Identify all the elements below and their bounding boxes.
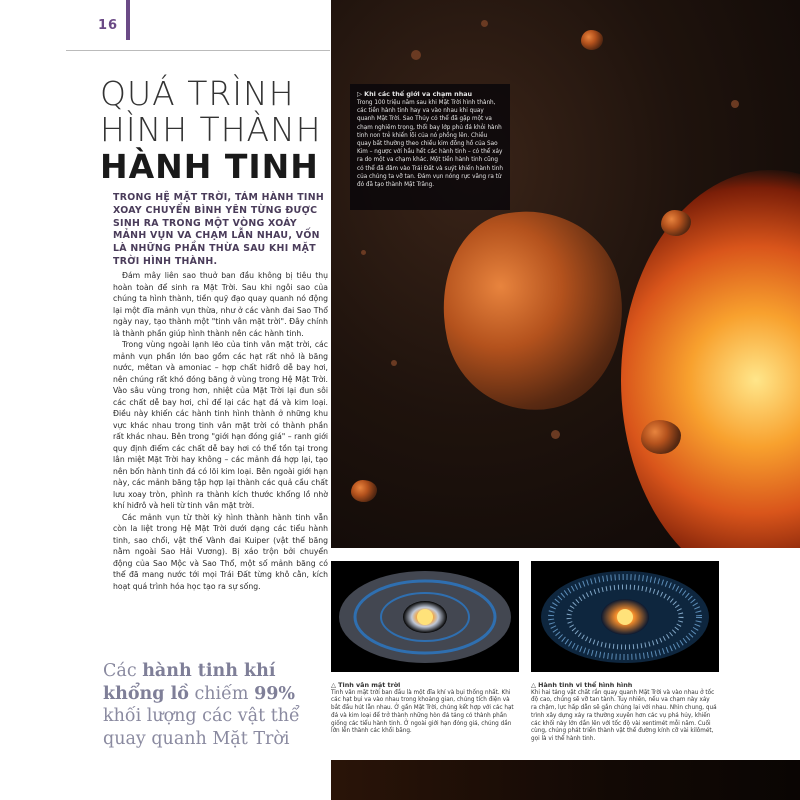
caption-text: Tinh vân mặt trời ban đầu là một đĩa khí và bụi thống nhất. Khi các hạt bụi va vào nhau trong khoảng gian, chúng tích điện và bắt đầu hút lẫn nhau. Ở gần Mặt Trời, chúng kết hợp với các hạt đá và kim loại để trở thành những hòn đá tảng có thành phần giống các tiểu hành tinh. Ở ngoài giới hạn đóng giá, chúng dần lớn lên thành các khối băng. — [331, 689, 514, 735]
hero-caption-title: ▷ Khi các thế giới va chạm nhau — [357, 90, 473, 98]
dust-particle — [551, 430, 560, 439]
solar-nebula-caption — [331, 681, 517, 736]
large-asteroid — [424, 193, 642, 426]
page-title — [100, 76, 330, 186]
planetesimals-graphic — [531, 561, 719, 672]
quote-text: chiếm — [188, 683, 255, 704]
glowing-protoplanet — [621, 170, 800, 548]
dust-particle — [391, 360, 397, 366]
title-line-2: HÌNH THÀNH — [100, 110, 322, 149]
quote-text: khối lượng các vật thể quay quanh Mặt Trời — [103, 706, 300, 749]
planetesimals-illustration — [531, 561, 719, 672]
solar-nebula-illustration — [331, 561, 519, 672]
quote-highlight: hành tinh khí khổng lồ — [103, 661, 276, 704]
body-paragraph: Đám mây liên sao thuở ban đầu không bị tiêu thụ hoàn toàn để sinh ra Mặt Trời. Sau khi ngôi sao của chúng ta hình thành, tiền quỹ đạo quay quanh nó động lại một đĩa mảnh vụn thừa, như ở các vành đai Sao Thổ ngày nay, tạo thành một "tinh vân mặt trời". Đây chính là thành phần giúp hình thành nên các hành tinh. — [113, 271, 328, 338]
dust-particle — [361, 250, 366, 255]
intro-paragraph: TRONG HỆ MẶT TRỜI, TÁM HÀNH TINH XOAY CHUYỂN BÌNH YÊN TỪNG ĐƯỢC SINH RA TRONG MỘT VÒNG XOÁY MẢNH VỤN VA CHẠM LẪN NHAU, VỐN LÀ NHỮNG PHẦN THỪA SAU KHI MẶT TRỜI HÌNH THÀNH. — [113, 192, 325, 267]
hero-caption-text: Trong 100 triệu năm sau khi Mặt Trời hình thành, các tiền hành tinh hay va vào nhau khi quay quanh Mặt Trời. Sao Thủy có thể đã gặp một va chạm nghiêm trọng, thổi bay lớp phủ đá khỏi hành tinh non trẻ khiến lõi của nó phồng lên. Chiều quay bất thường theo chiều kim đồng hồ của Sao Kim – ngược với hầu hết các hành tinh – có thể xảy ra do một va chạm khác. Một tiền hành tinh cũng có thể đã đâm vào Trái Đất và suýt khiến hành tinh của chúng ta vỡ tan. Đám vụn nóng rực văng ra từ đó đã tạo thành Mặt Trăng. — [357, 100, 503, 189]
hero-illustration-colliding-asteroids — [331, 0, 800, 548]
page-number: 16 — [98, 18, 119, 33]
body-paragraph: Trong vùng ngoài lạnh lẽo của tinh vân mặt trời, các mảnh vụn phần lớn bao gồm các hạt rất nhỏ là băng nước, mêtan và amoniac – hợp chất hiđrô dễ bay hơi, nên chúng rất khó đóng băng ở vùng trong Hệ Mặt Trời. Vào sâu vùng trong hơn, nhiệt của Mặt Trời lại đun sôi các chất dễ bay hơi, chỉ để lại các hạt đá và kim loại. Điều này khiến các hành tinh hình thành ở những khu vực khác nhau trong tinh vân mặt trời có thành phần rất khác nhau. Bên trong "giới hạn đóng giá" – ranh giới quy định điểm các chất dễ bay hơi có thể tồn tại trong lân miệt Mặt Trời hay không – các mảnh đá hợp lại, tạo nên bốn hành tinh đá có lõi kim loại. Bên ngoài giới hạn này, các mảnh băng tập hợp lại thành các quả cầu chất lưu xoay tròn, phình ra thành kích thước khổng lồ nhờ khí hiđrô và heli từ tinh vân mặt trời. — [113, 340, 328, 510]
caption-title: △ Tinh vân mặt trời — [331, 681, 401, 689]
solar-nebula-graphic — [331, 561, 519, 672]
bottom-space-illustration — [331, 760, 800, 800]
body-text — [113, 270, 328, 592]
title-line-1: QUÁ TRÌNH — [100, 74, 295, 113]
dust-particle — [411, 50, 421, 60]
quote-highlight: 99% — [254, 683, 296, 704]
small-asteroid — [581, 30, 603, 50]
caption-title: △ Hành tinh vi thể hình hình — [531, 681, 633, 689]
dust-particle — [481, 20, 488, 27]
title-line-3: HÀNH TINH — [100, 147, 319, 186]
pull-quote — [103, 660, 323, 750]
quote-text: Các — [103, 661, 143, 681]
body-paragraph: Các mảnh vụn từ thời kỳ hình thành hành tinh vẫn còn la liệt trong Hệ Mặt Trời dưới dạng các tiểu hành tinh, sao chổi, vật thể Vành đai Kuiper (vật thể băng nằm ngoài Sao Hải Vương). Bị xáo trộn bởi chuyển động của Sao Mộc và Sao Thổ, một số mảnh băng có thể đã mang nước tới mọi Trái Đất từng khô cằn, kích hoạt quá trình hóa học tạo ra sự sống. — [113, 512, 328, 591]
page-tab-marker — [126, 0, 130, 40]
planetesimals-caption — [531, 681, 717, 744]
header-divider — [66, 50, 330, 51]
hero-caption-box — [350, 84, 510, 210]
caption-text: Khi hai tảng vật chất rắn quay quanh Mặt Trời và vào nhau ở tốc độ cao, chúng sẽ vỡ tan tành. Tuy nhiên, nếu va chạm này xảy ra chậm, lực hấp dẫn sẽ gắn chúng lại với nhau. Nhìn chung, quá trình xây dựng xảy ra thường xuyên hơn các vụ phá hủy, khiến các khối này lớn dần lên với tốc độ vài xentimét mỗi năm. Cuối cùng, chúng phát triển thành vật thể đường kính cỡ vài kilômét, gọi là vi thể hành tinh. — [531, 689, 717, 743]
small-asteroid — [351, 480, 377, 502]
dust-particle — [731, 100, 739, 108]
